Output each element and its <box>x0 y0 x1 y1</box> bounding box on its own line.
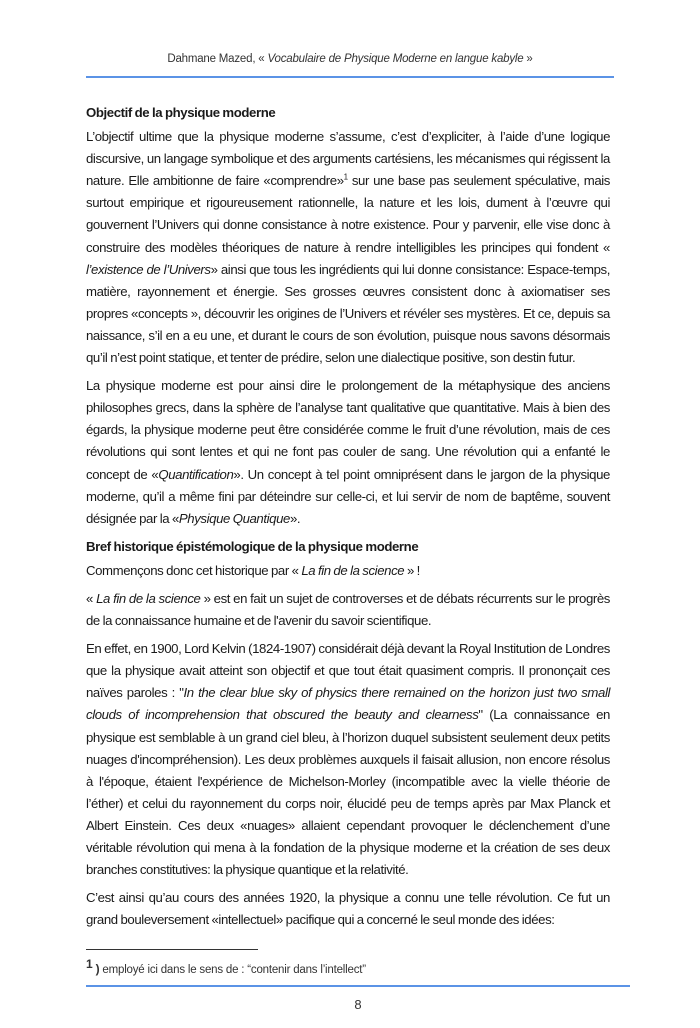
spacer <box>86 937 630 949</box>
footnote-marker: ) <box>92 962 100 977</box>
paragraph <box>86 638 610 881</box>
text-run: » ainsi que tous les ingrédients qui lui donne consistance: Espace-temps, matière, rayonnement et énergie. Ses grosses œuvres consistent donc à axiomatiser ses propres «concepts », découvrir les origines de l’Univers et révéler ses mystères. Et ce, depuis sa naissance, s’il en a eu une, et durant le cours de son évolution, puisque nous savons désormais qu’il n’est point statique, et tenter de prédire, selon une dialectique positive, son destin futur. <box>86 261 610 366</box>
page-number: 8 <box>354 996 362 1012</box>
italic-text: La fin de la science <box>96 590 201 606</box>
italic-text: La fin de la science <box>301 562 405 578</box>
footnote <box>86 957 630 978</box>
text-run: » ! <box>404 562 420 578</box>
text-run: Commençons donc cet historique par « <box>86 562 302 578</box>
text-run: sur une base pas seulement spéculative, mais surtout empirique et rigoureusement rationnelle, la nature et les lois, dument à l’œuvre qui gouvernent l’Univers qui donne consistance à notre existence. Pour y parvenir, elle vise donc à construire des modèles théoriques de nature à rendre intelligibles les principes qui fondent « <box>86 173 611 255</box>
page-column <box>86 102 630 1013</box>
italic-text: Quantification <box>158 466 234 482</box>
text-run: La physique moderne est pour ainsi dire le prolongement de la métaphysique des anciens philosophes grecs, dans la sphère de l’analyse tant qualitative que quantitative. Mais à bien des égards, la physique moderne peut être considérée comme le fruit d’une révolution, mais de ces révolutions qui sont lentes et qui ne font pas couler de sang. Une révolution qui a enfanté le concept de « <box>86 378 610 482</box>
footnote-text: employé ici dans le sens de : “contenir dans l’intellect” <box>99 964 366 977</box>
paragraph <box>86 375 610 530</box>
running-header <box>86 53 614 65</box>
header-close: » <box>523 53 533 65</box>
text-run: ». <box>289 510 301 526</box>
text-run: Objectif de la physique moderne <box>86 105 276 120</box>
header-rule <box>86 76 614 78</box>
italic-text: In the clear blue sky of physics there remained on the horizon just two small clouds of incomprehension that obscured the beauty and clearness <box>86 685 611 723</box>
text-run: Bref historique épistémologique de la physique moderne <box>86 538 419 554</box>
italic-text: l’existence de l’Univers <box>86 261 211 277</box>
header-author: Dahmane Mazed, « <box>167 53 268 65</box>
paragraph <box>86 560 610 582</box>
text-run: » est en fait un sujet de controverses et de débats récurrents sur le progrès de la connaissance humaine et de l'avenir du savoir scientifique. <box>86 590 611 629</box>
paragraph <box>86 887 610 931</box>
text-run: « <box>86 590 97 606</box>
italic-text: Physique Quantique <box>178 510 290 526</box>
footer-rule <box>86 985 630 987</box>
paragraph <box>86 126 610 369</box>
text-run: C’est ainsi qu’au cours des années 1920, la physique a connu une telle révolution. Ce fut un grand bouleversement «intellectuel» pacifique qui a concerné le seul monde des idées: <box>86 890 610 928</box>
footnote-separator <box>86 949 258 950</box>
header-title: Vocabulaire de Physique Moderne en langue kabyle <box>267 53 524 65</box>
paragraph <box>86 588 610 632</box>
text-run: " (La connaissance en physique est semblable à un grand ciel bleu, à l’horizon duquel subsistent seulement deux petits nuages d'incompréhension). Les deux problèmes auxquels il faisait allusion, non encore résolus à l'époque, étaient l'expérience de Michelson-Morley (incompatible avec la vielle théorie de l’éther) et celui du rayonnement du corps noir, élucidé peu de temps après par Max Planck et Albert Einstein. Ces deux «nuages» allaient cependant provoquer le déclenchement d’une véritable révolution qui mena à la fondation de la physique moderne et la création de ses deux branches constitutives: la physique quantique et la relativité. <box>86 707 610 878</box>
footnote-reference[interactable]: 1 <box>343 172 348 182</box>
text-run: L’objectif ultime que la physique moderne s’assume, c’est d’expliciter, à l’aide d’une logique discursive, un langage symbolique et des arguments cartésiens, les mécanismes qui régissent la nature. Elle ambitionne de faire «comprendre» <box>86 129 610 189</box>
text-run: En effet, en 1900, Lord Kelvin (1824-1907) considérait déjà devant la Royal Institution de Londres que la physique avait atteint son objectif et que tout était quasiment compris. Il prononçait ces naïves paroles : " <box>86 641 610 701</box>
page-body <box>86 102 610 937</box>
text-run: ». Un concept à tel point omniprésent dans le jargon de la physique moderne, qu’il a même fini par déteindre sur celle-ci, et lui servir de nom de baptême, souvent désignée par la « <box>86 466 610 526</box>
footnote-number: 1 <box>86 957 93 972</box>
section-heading <box>86 102 610 124</box>
section-heading <box>86 536 610 558</box>
